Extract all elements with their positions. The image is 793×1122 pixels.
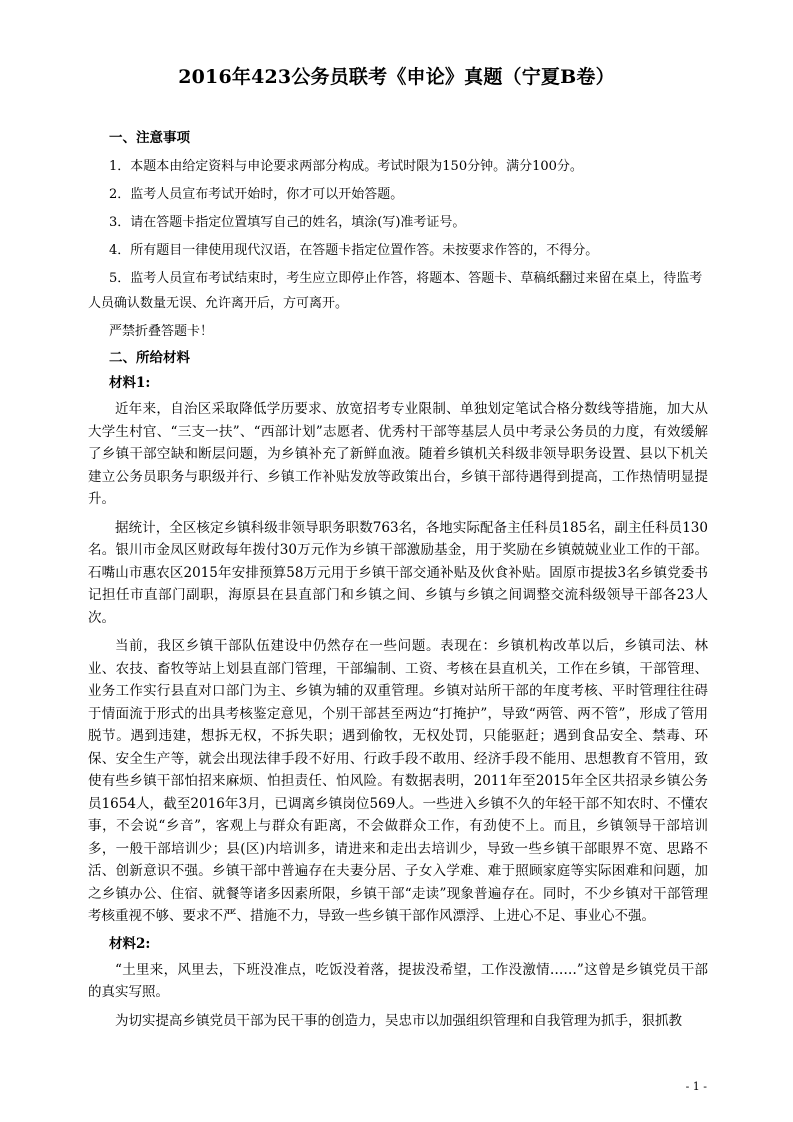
material-paragraph: 为切实提高乡镇党员干部为民干事的创造力，吴忠市以加强组织管理和自我管理为抓手，狠抓教	[115, 1012, 682, 1029]
material-paragraph: 近年来，自治区采取降低学历要求、放宽招考专业限制、单独划定笔试合格分数线等措施，加大从大学生村官、“三支一扶”、“西部计划”志愿者、优秀村干部等基层人员中考录公务员的力度，有效缓解了乡镇干部空缺和断层问题，为乡镇补充了新鲜血液。随着乡镇机关科级非领导职务设置、县以下机关建立公务员职务与职级并行、乡镇工作补贴发放等政策出台，乡镇干部待遇得到提高，工作热情明显提升。	[88, 401, 708, 507]
material-paragraph: 当前，我区乡镇干部队伍建设中仍然存在一些问题。表现在：乡镇机构改革以后，乡镇司法、林业、农技、畜牧等站上划县直部门管理，干部编制、工资、考核在县直机关，工作在乡镇，干部管理、业务工作实行县直对口部门为主、乡镇为辅的双重管理。乡镇对站所干部的年度考核、平时管理往往碍于情面流于形式的出具考核鉴定意见，个别干部甚至两边“打掩护”，导致“两管、两不管”，形成了管用脱节。遇到违建，想拆无权，不拆失职；遇到偷牧，无权处罚，只能驱赶；遇到食品安全、禁毒、环保、安全生产等，就会出现法律手段不好用、行政手段不敢用、经济手段不能用、思想教育不管用，致使有些乡镇干部怕招来麻烦、怕担责任、怕风险。有数据表明，2011年至2015年全区共招录乡镇公务员1654人，截至2016年3月，已调离乡镇岗位569人。一些进入乡镇不久的年轻干部不知农时、不懂农事，不会说“乡音”，客观上与群众有距离，不会做群众工作，有劲使不上。而且，乡镇领导干部培训多，一般干部培训少；县(区)内培训多，请进来和走出去培训少，导致一些乡镇干部眼界不宽、思路不活、创新意识不强。乡镇干部中普遍存在夫妻分居、子女入学难、难于照顾家庭等实际困难和问题，加之乡镇办公、住宿、就餐等诸多因素所限，乡镇干部“走读”现象普遍存在。同时，不少乡镇对干部管理考核重视不够、要求不严、措施不力，导致一些乡镇干部作风漂浮、上进心不足、事业心不强。	[88, 638, 708, 924]
note-item: 4．所有题目一律使用现代汉语，在答题卡指定位置作答。未按要求作答的，不得分。	[109, 243, 599, 258]
document-body	[88, 126, 708, 1032]
note-item: 2．监考人员宣布考试开始时，你才可以开始答题。	[109, 187, 404, 202]
section-heading-materials: 二、所给材料	[109, 350, 190, 366]
material-label: 材料1:	[109, 375, 151, 391]
material-label: 材料2:	[109, 935, 151, 952]
material-paragraph: “土里来，风里去，下班没准点，吃饭没着落，提拔没希望，工作没激情……”这曾是乡镇党员干部的真实写照。	[88, 961, 708, 1000]
section-heading-notes: 一、注意事项	[109, 130, 190, 146]
note-item: 3．请在答题卡指定位置填写自己的姓名，填涂(写)准考证号。	[109, 215, 466, 230]
note-item: 严禁折叠答题卡！	[109, 324, 214, 339]
material-paragraph: 据统计，全区核定乡镇科级非领导职务职数763名，各地实际配备主任科员185名，副主任科员130名。银川市金凤区财政每年拨付30万元作为乡镇干部激励基金，用于奖励在乡镇兢兢业业工作的干部。石嘴山市惠农区2015年安排预算58万元用于乡镇干部交通补贴及伙食补贴。固原市提拔3名乡镇党委书记担任市直部门副职，海原县在县直部门和乡镇之间、乡镇与乡镇之间调整交流科级领导干部各23人次。	[88, 519, 708, 626]
page-number: - 1 -	[685, 1080, 707, 1093]
note-item: 1．本题本由给定资料与申论要求两部分构成。考试时限为150分钟。满分100分。	[109, 159, 583, 174]
note-item: 5．监考人员宣布考试结束时，考生应立即停止作答，将题本、答题卡、草稿纸翻过来留在桌上，待监考人员确认数量无误、允许离开后，方可离开。	[88, 271, 703, 311]
document-title: 2016年423公务员联考《申论》真题（宁夏B卷）	[178, 66, 615, 88]
